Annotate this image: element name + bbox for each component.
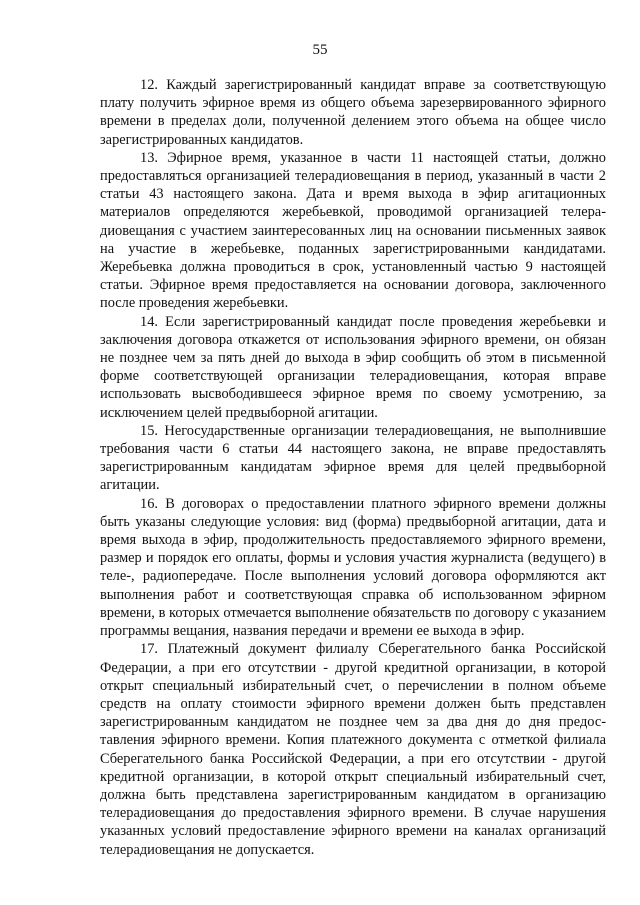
paragraph-14: 14. Если зарегистрированный кандидат после проведения жеребьевки и заключения договора откажется от использования эфирного времени, он обязан не позднее чем за пять дней до выхода в эфир сообщить об этом в письменной форме соответствующей организации телерадиовещания, которая вправе использовать высвободившееся эфирное время по своему усмотрению, за исключением целей предвыборной агитации. — [100, 313, 606, 421]
paragraph-16: 16. В договорах о предоставлении платного эфирного времени должны быть указаны следующие условия: вид (форма) предвыборной агитации, дата и время выхода в эфир, продолжительность предоставляемого эфирного времени, размер и порядок его оплаты, формы и условия участия журналиста (ведущего) в теле-, радиопередаче. После выполнения условий договора оформляются акт выполнения работ и соответствующая справка об использованном эфирном времени, в которых отмечается выполнение обязательств по договору с указанием программы вещания, названия передачи и времени ее выхода в эфир. — [100, 495, 606, 640]
document-body — [100, 76, 606, 859]
page-number: 55 — [312, 42, 328, 58]
paragraph-15: 15. Негосударственные организации телерадиовещания, не выполнившие требования части 6 статьи 44 настоящего закона, не вправе предоставлять зарегистрированным кандидатам эфирное время для целей предвыборной агитации. — [100, 422, 606, 494]
paragraph-17: 17. Платежный документ филиалу Сберегательного банка Российской Федерации, а при его отсутствии - другой кредитной организации, в которой открыт специальный избирательный счет, о перечислении в полном объеме средств на оплату стоимости эфирного времени должен быть представлен зарегистрированным кандидатом не позднее чем за два дня до дня предоставления эфирного времени. Копия платежного документа с отметкой филиала Сберегательного банка Российской Федерации, а при его отсутствии - другой кредитной организации, в которой открыт специальный избирательный счет, должна быть представлена зарегистрированным кандидатом в организацию телерадиовещания до предоставления эфирного времени. В случае нарушения указанных условий предоставление эфирного времени на каналах организаций телерадиовещания не допускается. — [100, 641, 606, 858]
paragraph-12: 12. Каждый зарегистрированный кандидат вправе за соответствующую плату получить эфирное время из общего объема зарезервированного эфирного времени в пределах доли, полученной делением этого объема на общее число зарегистрированных кандидатов. — [100, 77, 606, 148]
paragraph-13: 13. Эфирное время, указанное в части 11 настоящей статьи, должно предоставляться организацией телерадиовещания в период, указанный в части 2 статьи 43 настоящего закона. Дата и время выхода в эфир агитационных материалов определяются жеребьевкой, проводимой организацией телерадиовещания с участием заинтересованных лиц на основании письменных заявок на участие в жеребьевке, поданных зарегистрированными кандидатами. Жеребьевка должна проводиться в срок, установленный частью 9 настоящей статьи. Эфирное время предоставляется на основании договора, заключенного после проведения жеребьевки. — [100, 149, 606, 312]
